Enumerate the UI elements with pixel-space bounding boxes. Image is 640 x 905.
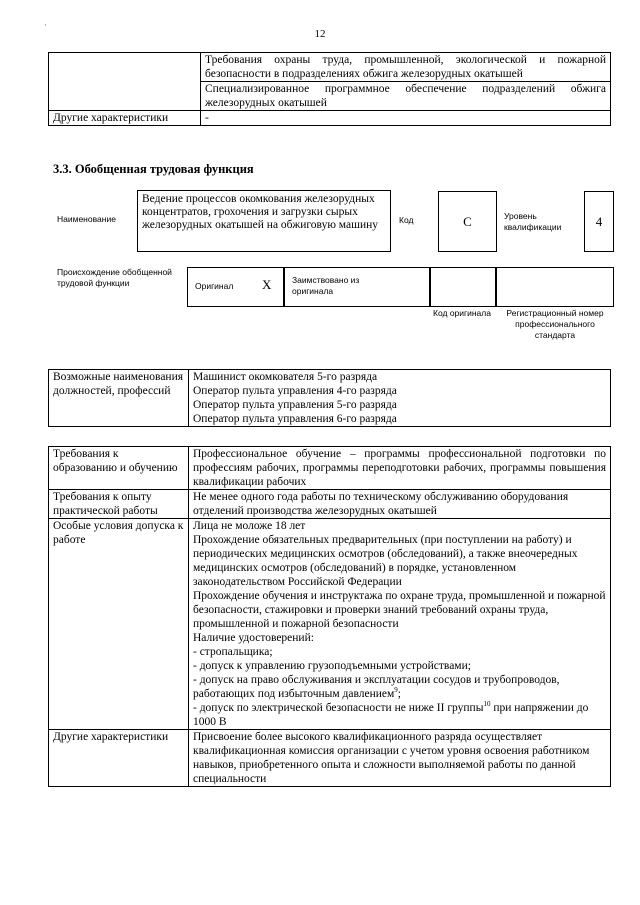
competencies-table <box>48 52 611 126</box>
table-cell-value: - <box>201 111 611 126</box>
special-conditions-value <box>189 519 611 730</box>
footnote-ref: 10 <box>483 700 491 709</box>
code-original-caption: Код оригинала <box>433 308 491 318</box>
origin-borrowed-cell <box>283 267 431 307</box>
original-label: Оригинал <box>195 281 234 291</box>
code-label: Код <box>399 215 414 225</box>
level-value-box: 4 <box>584 191 614 252</box>
table-row <box>49 370 611 427</box>
name-label: Наименование <box>57 214 116 224</box>
education-label: Требования к образованию и обучению <box>49 447 189 490</box>
table-row <box>49 730 611 787</box>
reg-number-caption: Регистрационный номер профессионального стандарта <box>506 308 604 340</box>
special-conditions-label: Особые условия допуска к работе <box>49 519 189 730</box>
condition-text: ; <box>397 688 401 700</box>
page-mark: · <box>44 20 47 30</box>
condition-text: - допуск на право обслуживания и эксплуатации сосудов и трубопроводов, работающих под избыточным давлением <box>193 674 560 700</box>
condition-line: Прохождение обучения и инструктажа по охране труда, промышленной и пожарной безопасности, стажировки и проверки знаний требований охраны труда, промышленной и пожарной безопасности <box>193 590 606 630</box>
origin-original-cell <box>187 267 285 307</box>
table-row <box>49 490 611 519</box>
condition-line: - допуск к управлению грузоподъемными устройствами; <box>193 660 471 672</box>
list-item: Оператор пульта управления 5-го разряда <box>193 399 397 411</box>
footnote-ref: 9 <box>394 686 398 695</box>
code-value-box: C <box>438 191 497 252</box>
positions-list <box>189 370 611 427</box>
experience-label: Требования к опыту практической работы <box>49 490 189 519</box>
table-cell-label <box>49 53 201 111</box>
function-name-box: Ведение процессов окомкования железорудных концентратов, грохочения и загрузки сырых железорудных окатышей на обжиговую машину <box>137 190 391 252</box>
borrowed-label: Заимствовано из оригинала <box>292 275 360 296</box>
requirements-table <box>48 446 611 787</box>
condition-line <box>193 673 606 701</box>
condition-line: Лица не моложе 18 лет <box>193 520 306 532</box>
table-row <box>49 53 611 82</box>
table-cell-label: Другие характеристики <box>49 111 201 126</box>
other-value: Присвоение более высокого квалификационного разряда осуществляет квалификационная комиссия организации с учетом уровня освоения работником навыков, приобретенного опыта и сложности выполняемой работы по данной специальности <box>189 730 611 787</box>
list-item: Оператор пульта управления 6-го разряда <box>193 413 397 425</box>
condition-line: Наличие удостоверений: <box>193 632 314 644</box>
condition-line <box>193 701 606 729</box>
experience-value: Не менее одного года работы по техническому обслуживанию оборудования отделений производства железорудных окатышей <box>189 490 611 519</box>
other-label: Другие характеристики <box>49 730 189 787</box>
list-item: Машинист окомкователя 5-го разряда <box>193 371 378 383</box>
table-row <box>49 447 611 490</box>
positions-label: Возможные наименования должностей, профессий <box>49 370 189 427</box>
origin-label: Происхождение обобщенной трудовой функции <box>57 267 172 288</box>
condition-text: - допуск по электрической безопасности не ниже II группы <box>193 702 484 714</box>
positions-table <box>48 369 611 427</box>
list-item: Оператор пульта управления 4-го разряда <box>193 385 397 397</box>
section-title: 3.3. Обобщенная трудовая функция <box>53 162 254 176</box>
table-cell-value: Требования охраны труда, промышленной, экологической и пожарной безопасности в подразделениях обжига железорудных окатышей <box>201 53 611 82</box>
condition-line: Прохождение обязательных предварительных (при поступлении на работу) и периодических медицинских осмотров (обследований), а также внеочередных медицинских осмотров (обследований) в порядке, установленном законодательством Российской Федерации <box>193 534 578 588</box>
condition-line: - стропальщика; <box>193 646 273 658</box>
level-label: Уровень квалификации <box>504 211 562 232</box>
table-cell-value: Специализированное программное обеспечение подразделений обжига железорудных окатышей <box>201 82 611 111</box>
table-row <box>49 519 611 730</box>
origin-code-cell <box>429 267 497 307</box>
table-row <box>49 111 611 126</box>
page-number: 12 <box>314 28 326 40</box>
origin-reg-cell <box>495 267 614 307</box>
condition-text: при напряжении до 1000 В <box>193 702 589 728</box>
education-value: Профессиональное обучение – программы профессиональной подготовки по профессиям рабочих, программы переподготовки рабочих, программы повышения квалификации рабочих <box>189 447 611 490</box>
original-mark: X <box>262 277 272 292</box>
